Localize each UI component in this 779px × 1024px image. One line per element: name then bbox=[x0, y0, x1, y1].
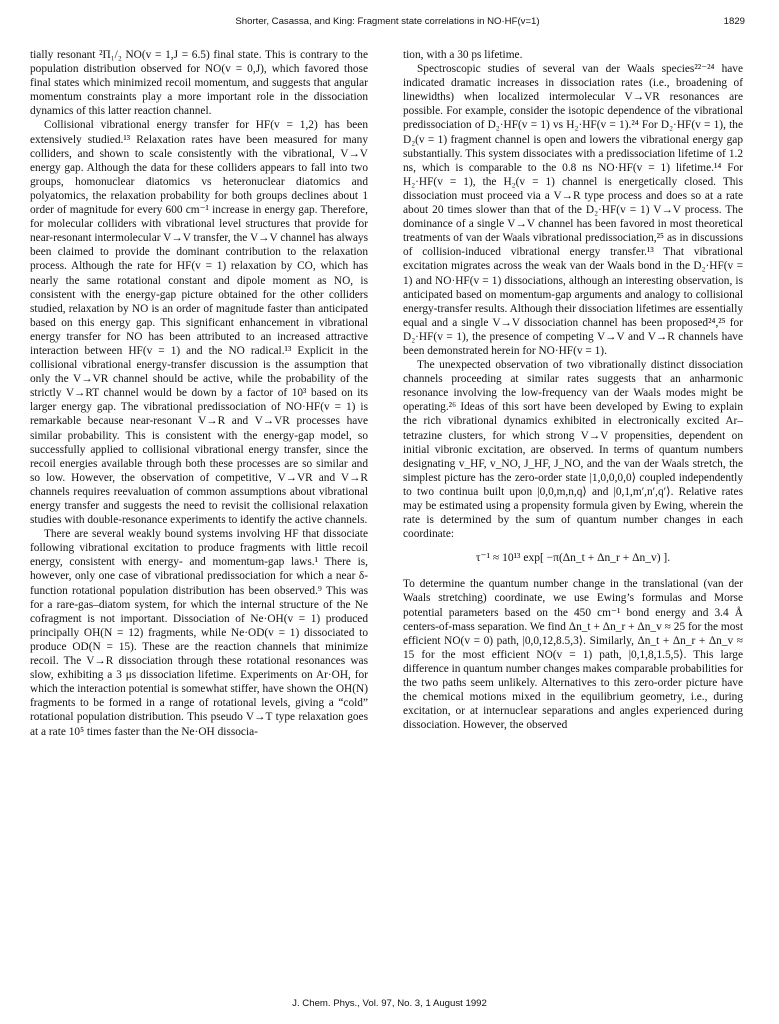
left-column bbox=[30, 48, 368, 739]
right-column bbox=[403, 48, 743, 732]
paragraph: There are several weakly bound systems involving HF that dissociate following vibrational excitation to produce fragments with little recoil energy, consistent with energy- and momentum-gap laws.¹ There is, however, only one case of vibrational predissociation for which a near δ-function rotational population distribution has been observed.⁹ This was for a rare-gas–diatom system, for which the internal structure of the Ne cofragment is not important. Dissociation of Ne·OH(v = 1) produced principally OH(N = 12) fragments, while Ne·OD(v = 1) dissociated to produce OD(N = 15). These are the reaction channels that minimize recoil. The V→R dissociation through these rotational resonances was slow, exhibiting a 3 μs dissociation lifetime. Experiments on Ar·OH, for which the interaction potential is somewhat stiffer, have shown the OH(N) fragments to be formed in a range of rotational levels, giving a “cold” rotational population distribution. This pseudo V→T type relaxation goes at a rate 10⁵ times faster than the Ne·OH dissocia- bbox=[30, 528, 368, 738]
paragraph: tially resonant ²Π₁/₂ NO(v = 1,J = 6.5) final state. This is contrary to the population distribution observed for NO(v = 0,J), which favored those final states which minimized recoil momentum, and suggests that angular momentum constraints play a more important role in the dissociation dynamics of this latter reaction channel. bbox=[30, 49, 368, 118]
paragraph: Spectroscopic studies of several van der Waals species²²⁻²⁴ have indicated dramatic increases in dissociation rates (i.e., broadening of linewidths) when localized intermolecular V→VR resonances are possible. For example, consider the isotopic dependence of the vibrational predissociation of D₂·HF(v = 1) vs H₂·HF(v = 1).²⁴ For D₂·HF(v = 1), the D₂(v = 1) fragment channel is open and lowers the vibrational energy gap substantially. This system dissociates with a predissociation lifetime of 1.2 ns, which is comparable to the 0.8 ns NO·HF(v = 1) lifetime.¹⁴ For H₂·HF(v = 1), the H₂(v = 1) channel is energetically closed. This dissociation must proceed via a V→R type process and does so at a rate about 20 times slower than that of the D₂·HF(v = 1) V→V process. The dominance of a single V→V channel has been favored in most theoretical treatments of van der Waals vibrational predissociation,²⁵ as in discussions of collision-induced vibrational energy transfer.¹³ That vibrational excitation migrates across the weak van der Waals bond in the D₂·HF(v = 1) and NO·HF(v = 1) dissociations, although an interesting observation, is anticipated based on momentum-gap arguments and analogy to collisional energy-transfer results. Although their dissociation lifetimes are essentially equal and a single V→V dissociation channel has been proposed²⁴,²⁵ for D₂·HF(v = 1), the presence of competing V→V and V→R channels have been demonstrated herein for NO·HF(v = 1). bbox=[403, 63, 744, 357]
paragraph: Collisional vibrational energy transfer for HF(v = 1,2) has been extensively studied.¹³ Relaxation rates have been measured for many colliders, and shown to scale consistently with the vibrational, V→V energy gap. Although the data for these colliders appears to fall into two groups, homonuclear diatomics vs heteronuclear diatomics and polyatomics, the relaxation probability for both groups declines about 1 order of magnitude for every 600 cm⁻¹ increase in energy gap. Therefore, for molecular colliders with vibrational level structures that provide for near-resonant intermolecular V→V transfer, the V→V channel has always been claimed to provide the dominant contribution to the relaxation process. Although the rate for HF(v = 1) relaxation by CO, which has nearly the same rotational constant and dipole moment as NO, is consistent with the energy-gap picture obtained for the other colliders studied, relaxation by NO is an order of magnitude faster than anticipated based on this energy gap. This significant enhancement in vibrational energy transfer for NO has been attributed to an increased attractive interaction between HF(v = 1) and the NO radical.¹³ Explicit in the collisional vibrational energy-transfer discussion is the assumption that only the V→VR channel should be active, while the probability of the strictly V→RT channel would be down by a factor of 10³ based on its larger energy gap. The vibrational predissociation of NO·HF(v = 1) is remarkable because near-resonant V→R and V→VR processes have similar probability. This is consistent with the energy-gap model, so successfully applied to collisional vibrational energy transfer, since the recoil energies available through both these processes are so similar and so low. However, the observation of competitive, V→VR and V→R channels requires reevaluation of common assumptions about vibrational energy transfer and suggests the need to revisit the collisional relaxation studies with double-resonance experiments to identify the active channels. bbox=[30, 119, 368, 527]
paragraph: To determine the quantum number change in the translational (van der Waals stretching) coordinate, we use Ewing’s formulas and Morse potential parameters based on the 450 cm⁻¹ bond energy and 3.4 Å centers-of-mass separation. We find Δn_t + Δn_r + Δn_v ≈ 25 for the most efficient NO(v = 0) path, |0,0,12,8.5,3⟩. Similarly, Δn_t + Δn_r + Δn_v ≈ 15 for the most efficient NO(v = 1) path, |0,1,8,1.5,5⟩. This large difference in quantum number changes makes comparable probabilities for the two paths seem unlikely. Alternatives to this zero-order picture have the chemical motions mixed in the equilibrium geometry, i.e., during excitation, or at internuclear separations and angles experienced during dissociation. However, the observed bbox=[403, 578, 743, 732]
running-title: Shorter, Casassa, and King: Fragment state correlations in NO·HF(v=1) bbox=[235, 16, 540, 27]
paragraph: The unexpected observation of two vibrationally distinct dissociation channels proceeding at similar rates suggests that an anharmonic resonance involving the low-frequency van der Waals modes might be operating.²⁶ Ideas of this sort have been developed by Ewing to explain the rich vibrational dynamics exhibited in electronically excited Ar–tetrazine clusters, for which strong V→V propensities, dependent on initial vibronic excitation, are observed. In terms of quantum numbers designating v_HF, v_NO, J_HF, J_NO, and the van der Waals stretch, the simplest picture has the zero-order state |1,0,0,0,0⟩ coupled independently to two continua built upon |0,0,m,n,q⟩ and |0,1,m′,n′,q′⟩. Relative rates may be estimated using a propensity formula given by Ewing, wherein the rate is determined by the sum of quantum number changes in each coordinate: bbox=[403, 359, 743, 541]
page-number: 1829 bbox=[723, 16, 745, 27]
journal-citation: J. Chem. Phys., Vol. 97, No. 3, 1 August 1992 bbox=[292, 998, 487, 1009]
equation: τ⁻¹ ≈ 10¹³ exp[ −π(Δn_t + Δn_r + Δn_v) ]. bbox=[475, 552, 671, 565]
paragraph: tion, with a 30 ps lifetime. bbox=[403, 49, 523, 61]
running-header bbox=[30, 16, 745, 32]
